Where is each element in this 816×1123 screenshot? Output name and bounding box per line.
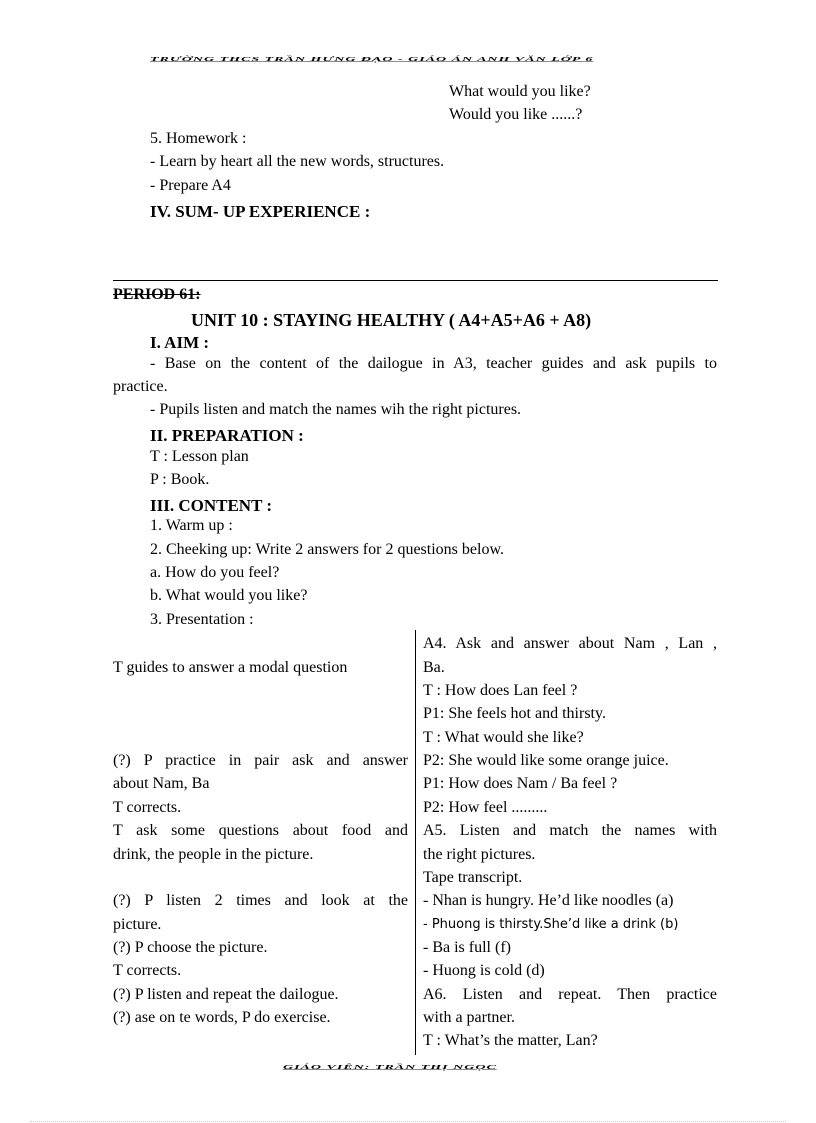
lesson-content: the right pictures. bbox=[423, 846, 536, 863]
teacher-activity: (?) ase on te words, P do exercise. bbox=[113, 1009, 331, 1026]
aim-line: - Pupils listen and match the names wih the right pictures. bbox=[150, 401, 522, 418]
page-footer: GIÁO VIÊN: TRẦN THỊ NGỌC bbox=[283, 1064, 497, 1071]
page-edge bbox=[30, 1121, 786, 1122]
content-item: 2. Cheeking up: Write 2 answers for 2 questions below. bbox=[150, 541, 504, 558]
lesson-content: T : How does Lan feel ? bbox=[423, 682, 578, 699]
lesson-content: P2: She would like some orange juice. bbox=[423, 752, 669, 769]
preparation-item: P : Book. bbox=[150, 471, 210, 488]
lesson-content: - Phuong is thirsty.She’d like a drink (b) bbox=[423, 917, 679, 932]
aim-heading: I. AIM : bbox=[150, 333, 210, 352]
lesson-content: P2: How feel ......... bbox=[423, 799, 548, 816]
unit-title: UNIT 10 : STAYING HEALTHY ( A4+A5+A6 + A8) bbox=[191, 310, 592, 330]
lesson-content: A6. Listen and repeat. Then practice bbox=[423, 986, 717, 1003]
preparation-item: T : Lesson plan bbox=[150, 448, 249, 465]
teacher-activity: about Nam, Ba bbox=[113, 775, 210, 792]
teacher-activity: (?) P listen and repeat the dailogue. bbox=[113, 986, 339, 1003]
homework-title: 5. Homework : bbox=[150, 130, 247, 147]
aim-line: practice. bbox=[113, 378, 168, 395]
content-item: a. How do you feel? bbox=[150, 564, 280, 581]
content-item: b. What would you like? bbox=[150, 587, 308, 604]
lesson-content: P1: How does Nam / Ba feel ? bbox=[423, 775, 618, 792]
lesson-content: P1: She feels hot and thirsty. bbox=[423, 705, 606, 722]
teacher-activity: (?) P choose the picture. bbox=[113, 939, 268, 956]
period-label: PERIOD 61: bbox=[113, 286, 201, 303]
prev-question-1: What would you like? bbox=[449, 83, 591, 100]
homework-item: - Prepare A4 bbox=[150, 177, 231, 194]
homework-item: - Learn by heart all the new words, structures. bbox=[150, 153, 445, 170]
sum-up-heading: IV. SUM- UP EXPERIENCE : bbox=[150, 202, 371, 221]
teacher-activity: T corrects. bbox=[113, 962, 182, 979]
section-divider bbox=[113, 280, 718, 281]
teacher-activity: picture. bbox=[113, 916, 162, 933]
teacher-activity: T guides to answer a modal question bbox=[113, 659, 348, 676]
lesson-content: A4. Ask and answer about Nam , Lan , bbox=[423, 635, 717, 652]
content-heading: III. CONTENT : bbox=[150, 496, 273, 515]
teacher-activity: T ask some questions about food and bbox=[113, 822, 408, 839]
lesson-content: T : What’s the matter, Lan? bbox=[423, 1032, 598, 1049]
lesson-content: - Nhan is hungry. He’d like noodles (a) bbox=[423, 892, 674, 909]
teacher-activity: (?) P listen 2 times and look at the bbox=[113, 892, 408, 909]
teacher-activity: (?) P practice in pair ask and answer bbox=[113, 752, 408, 769]
lesson-content: A5. Listen and match the names with bbox=[423, 822, 717, 839]
lesson-content: - Ba is full (f) bbox=[423, 939, 511, 956]
lesson-content: Tape transcript. bbox=[423, 869, 523, 886]
content-item: 3. Presentation : bbox=[150, 611, 254, 628]
lesson-content: T : What would she like? bbox=[423, 729, 584, 746]
lesson-content: Ba. bbox=[423, 659, 445, 676]
prev-question-2: Would you like ......? bbox=[449, 106, 583, 123]
teacher-activity: T corrects. bbox=[113, 799, 182, 816]
page-header: TRƯỜNG THCS TRẦN HƯNG ĐẠO - GIÁO ÁN ANH VĂN LỚP 6 bbox=[150, 56, 594, 63]
column-divider bbox=[415, 630, 416, 1055]
teacher-activity: drink, the people in the picture. bbox=[113, 846, 314, 863]
aim-line: - Base on the content of the dailogue in A3, teacher guides and ask pupils to bbox=[150, 355, 717, 372]
preparation-heading: II. PREPARATION : bbox=[150, 426, 304, 445]
content-item: 1. Warm up : bbox=[150, 517, 233, 534]
lesson-content: with a partner. bbox=[423, 1009, 515, 1026]
lesson-content: - Huong is cold (d) bbox=[423, 962, 545, 979]
